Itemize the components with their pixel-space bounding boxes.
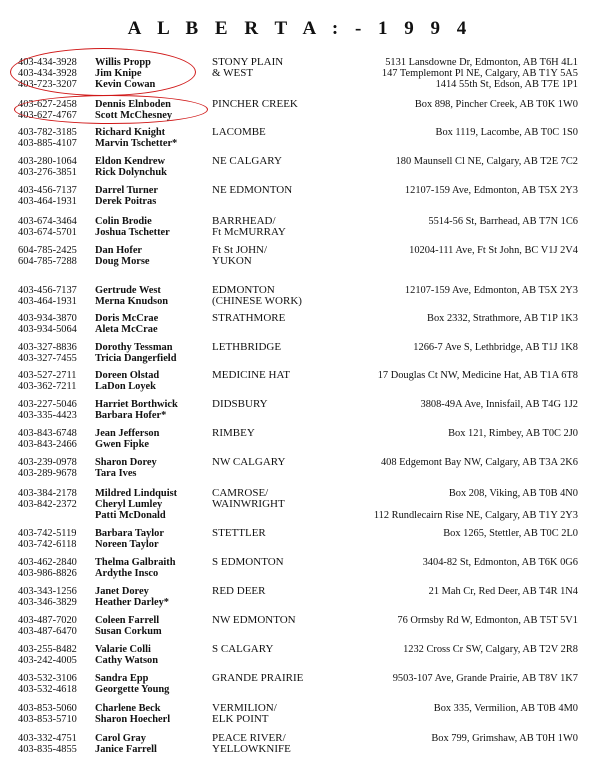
address-line-column — [421, 399, 579, 410]
region-name: & WEST — [212, 67, 254, 79]
phone-number: 604-785-2425 — [18, 245, 77, 256]
address-line: 21 Mah Cr, Red Deer, AB T4R 1N4 — [428, 586, 578, 597]
contact-name: Dan Hofer — [95, 245, 143, 256]
phone-number-column — [18, 428, 77, 450]
region-name-column — [212, 399, 268, 410]
contact-name-column — [95, 644, 158, 666]
address-line: Box 2332, Strathmore, AB T1P 1K3 — [427, 313, 578, 324]
region-name: NW CALGARY — [212, 456, 286, 468]
region-name-column — [212, 342, 281, 353]
phone-number: 403-335-4423 — [18, 410, 77, 421]
contact-name: Janet Dorey — [95, 586, 149, 597]
contact-name-column — [95, 99, 172, 121]
phone-number: 403-227-5046 — [18, 399, 77, 410]
phone-number: 403-462-2840 — [18, 557, 77, 568]
region-name: STETTLER — [212, 527, 266, 539]
contact-name: Heather Darley* — [95, 597, 169, 608]
region-name: YELLOWKNIFE — [212, 743, 291, 755]
address-line: 12107-159 Ave, Edmonton, AB T5X 2Y3 — [404, 285, 578, 296]
phone-number-column — [18, 457, 77, 479]
phone-number: 403-332-4751 — [18, 733, 77, 744]
address-line: 408 Edgemont Bay NW, Calgary, AB T3A 2K6 — [380, 457, 578, 468]
contact-name: Doug Morse — [95, 256, 150, 267]
region-name: NE CALGARY — [212, 155, 282, 167]
region-name: GRANDE PRAIRIE — [212, 672, 304, 684]
address-line: 1266-7 Ave S, Lethbridge, AB T1J 1K8 — [413, 342, 578, 353]
phone-number: 604-785-7288 — [18, 256, 77, 267]
region-name-column — [212, 428, 255, 439]
contact-name-column — [95, 216, 170, 238]
phone-number-column — [18, 557, 77, 579]
contact-name-column — [95, 428, 159, 450]
contact-name: Darrel Turner — [95, 185, 159, 196]
contact-name: Tara Ives — [95, 468, 137, 479]
phone-number: 403-276-3851 — [18, 167, 77, 178]
region-name-column — [212, 185, 292, 196]
address-line: Box 335, Vermilion, AB T0B 4M0 — [433, 703, 578, 714]
phone-number: 403-885-4107 — [18, 138, 77, 149]
address-line — [374, 499, 578, 510]
contact-name: Derek Poitras — [95, 196, 157, 207]
phone-number-column — [18, 615, 77, 637]
region-name-column — [212, 127, 266, 138]
region-name: Ft McMURRAY — [212, 226, 286, 238]
phone-number: 403-532-4618 — [18, 684, 77, 695]
address-line-column — [428, 216, 578, 227]
contact-name-column — [95, 488, 177, 521]
phone-number: 403-532-3106 — [18, 673, 77, 684]
phone-number: 403-464-1931 — [18, 296, 77, 307]
region-name: S EDMONTON — [212, 556, 284, 568]
contact-name: Harriet Borthwick — [95, 399, 178, 410]
phone-number: 403-343-1256 — [18, 586, 77, 597]
contact-name: Tricia Dangerfield — [95, 353, 177, 364]
phone-number: 403-742-6118 — [18, 539, 77, 550]
contact-name-column — [95, 703, 170, 725]
region-name-column — [212, 528, 266, 539]
region-name: EDMONTON — [212, 284, 275, 296]
region-name: PEACE RIVER/ — [212, 732, 286, 744]
address-line-column — [443, 528, 578, 539]
address-line-column — [431, 733, 578, 744]
region-name: WAINWRIGHT — [212, 498, 285, 510]
address-line: Box 1265, Stettler, AB T0C 2L0 — [443, 528, 578, 539]
region-name: RED DEER — [212, 585, 266, 597]
address-line: 1232 Cross Cr SW, Calgary, AB T2V 2R8 — [403, 644, 578, 655]
address-line-column — [423, 557, 578, 568]
contact-name: Barbara Taylor — [95, 528, 164, 539]
region-name: STRATHMORE — [212, 312, 286, 324]
contact-name: Ardythe Insco — [95, 568, 159, 579]
contact-name: Dorothy Tessman — [95, 342, 173, 353]
contact-name-column — [95, 528, 164, 550]
contact-name-column — [95, 457, 157, 479]
contact-name: Marvin Tschetter* — [95, 138, 178, 149]
phone-number: 403-742-5119 — [18, 528, 77, 539]
address-line-column — [427, 313, 578, 324]
contact-name-column — [95, 615, 162, 637]
phone-number: 403-782-3185 — [18, 127, 77, 138]
region-name: STONY PLAIN — [212, 56, 284, 68]
contact-name: Cheryl Lumley — [95, 499, 163, 510]
contact-name-column — [95, 586, 169, 608]
region-name-column — [212, 216, 286, 238]
contact-name: Merna Knudson — [95, 296, 169, 307]
contact-name: Joshua Tschetter — [95, 227, 170, 238]
address-line-column — [413, 342, 578, 353]
phone-number: 403-674-5701 — [18, 227, 77, 238]
region-name: LETHBRIDGE — [212, 341, 282, 353]
phone-number: 403-723-3207 — [18, 79, 77, 90]
contact-name: Valarie Colli — [95, 644, 151, 655]
contact-name-column — [95, 127, 177, 149]
phone-number-column — [18, 245, 77, 267]
contact-name: Mildred Lindquist — [95, 488, 178, 499]
phone-number: 403-674-3464 — [18, 216, 77, 227]
phone-number-column — [18, 399, 77, 421]
contact-name: Patti McDonald — [95, 510, 166, 521]
contact-name: Thelma Galbraith — [95, 557, 176, 568]
phone-number: 403-934-3870 — [18, 313, 77, 324]
address-line-column — [405, 285, 578, 296]
address-line: Box 898, Pincher Creek, AB T0K 1W0 — [414, 99, 578, 110]
phone-number: 403-289-9678 — [18, 468, 77, 479]
contact-name-column — [95, 557, 176, 579]
address-line-column — [434, 703, 578, 714]
region-name-column — [212, 644, 273, 655]
phone-number-column — [18, 703, 77, 725]
region-name: NE EDMONTON — [212, 184, 293, 196]
contact-name-column — [95, 185, 158, 207]
phone-number: 403-384-2178 — [18, 488, 77, 499]
contact-name-column — [95, 57, 155, 90]
address-line-column — [403, 644, 578, 655]
phone-number-column — [18, 488, 77, 510]
phone-number-column — [18, 370, 77, 392]
region-name: YUKON — [212, 255, 252, 267]
contact-name: Eldon Kendrew — [95, 156, 165, 167]
address-line: 3808-49A Ave, Innisfail, AB T4G 1J2 — [420, 399, 578, 410]
region-name: PINCHER CREEK — [212, 98, 298, 110]
region-name-column — [212, 313, 285, 324]
region-name: DIDSBURY — [212, 398, 268, 410]
address-line: Box 799, Grimshaw, AB T0H 1W0 — [431, 733, 578, 744]
contact-name: Rick Dolynchuk — [95, 167, 167, 178]
address-line: 147 Templemont Pl NE, Calgary, AB T1Y 5A5 — [381, 68, 578, 79]
phone-number: 403-853-5060 — [18, 703, 77, 714]
address-line: 9503-107 Ave, Grande Prairie, AB T8V 1K7 — [392, 673, 578, 684]
phone-number-column — [18, 673, 77, 695]
contact-name: Georgette Young — [95, 684, 170, 695]
contact-name: Sandra Epp — [95, 673, 149, 684]
contact-name-column — [95, 733, 157, 755]
phone-number: 403-346-3829 — [18, 597, 77, 608]
contact-name-column — [95, 285, 168, 307]
region-name: ELK POINT — [212, 713, 269, 725]
contact-name: Cathy Watson — [95, 655, 159, 666]
contact-name: Jim Knipe — [95, 68, 142, 79]
contact-name: Coleen Farrell — [95, 615, 160, 626]
address-line-column — [374, 488, 578, 521]
region-name-column — [212, 703, 277, 725]
address-line: 180 Maunsell Cl NE, Calgary, AB T2E 7C2 — [395, 156, 578, 167]
address-line-column — [436, 127, 578, 138]
address-line: Box 1119, Lacombe, AB T0C 1S0 — [435, 127, 578, 138]
contact-name: Noreen Taylor — [95, 539, 159, 550]
address-line-column — [397, 615, 578, 626]
contact-name: Charlene Beck — [95, 703, 161, 714]
region-name-column — [212, 615, 296, 626]
region-name: BARRHEAD/ — [212, 215, 276, 227]
phone-number-column — [18, 57, 77, 90]
phone-number: 403-627-4767 — [18, 110, 77, 121]
phone-number: 403-456-7137 — [18, 285, 77, 296]
region-name-column — [212, 156, 282, 167]
address-line: 76 Ormsby Rd W, Edmonton, AB T5T 5V1 — [397, 615, 578, 626]
contact-name: Barbara Hofer* — [95, 410, 167, 421]
address-line-column — [381, 457, 578, 468]
phone-number: 403-464-1931 — [18, 196, 77, 207]
region-name-column — [212, 673, 303, 684]
contact-name: Gwen Fipke — [95, 439, 149, 450]
contact-name: Dennis Elnboden — [95, 99, 171, 110]
contact-name: Sharon Hoecherl — [95, 714, 171, 725]
region-name-column — [212, 370, 290, 381]
phone-number-column — [18, 733, 77, 755]
contact-name: Janice Farrell — [95, 744, 157, 755]
address-line-column — [396, 156, 578, 167]
contact-name: Susan Corkum — [95, 626, 162, 637]
phone-number-column — [18, 156, 77, 178]
contact-name: Sharon Dorey — [95, 457, 157, 468]
region-name-column — [212, 99, 298, 110]
phone-number: 403-835-4855 — [18, 744, 77, 755]
phone-number: 403-527-2711 — [18, 370, 77, 381]
region-name: VERMILION/ — [212, 702, 277, 714]
phone-number-column — [18, 586, 77, 608]
region-name: Ft St JOHN/ — [212, 244, 268, 256]
phone-number-column — [18, 528, 77, 550]
phone-number-column — [18, 313, 77, 335]
phone-number-column — [18, 99, 77, 121]
region-name: CAMROSE/ — [212, 487, 269, 499]
phone-number: 403-934-5064 — [18, 324, 77, 335]
contact-name-column — [95, 156, 167, 178]
contact-name: LaDon Loyek — [95, 381, 156, 392]
region-name-column — [212, 586, 265, 597]
address-line-column — [448, 428, 578, 439]
contact-name: Richard Knight — [95, 127, 166, 138]
phone-number: 403-362-7211 — [18, 381, 77, 392]
contact-name-column — [95, 370, 159, 392]
phone-number: 403-434-3928 — [18, 68, 77, 79]
region-name-column — [212, 457, 285, 468]
address-line: Box 121, Rimbey, AB T0C 2J0 — [448, 428, 578, 439]
address-line-column — [429, 586, 578, 597]
contact-name: Kevin Cowan — [95, 79, 156, 90]
contact-name-column — [95, 313, 158, 335]
contact-name-column — [95, 673, 169, 695]
region-name-column — [212, 245, 267, 267]
phone-number: 403-280-1064 — [18, 156, 77, 167]
contact-name: Jean Jefferson — [95, 428, 160, 439]
address-line: 17 Douglas Ct NW, Medicine Hat, AB T1A 6T8 — [377, 370, 578, 381]
phone-number: 403-842-2372 — [18, 499, 77, 510]
phone-number: 403-327-8836 — [18, 342, 77, 353]
contact-name-column — [95, 245, 150, 267]
address-line: 3404-82 St, Edmonton, AB T6K 0G6 — [422, 557, 578, 568]
address-line-column — [393, 673, 578, 684]
phone-number: 403-853-5710 — [18, 714, 77, 725]
phone-number-column — [18, 185, 77, 207]
address-line: 112 Rundlecairn Rise NE, Calgary, AB T1Y 2Y3 — [373, 510, 578, 521]
page-title: A L B E R T A : - 1 9 9 4 — [127, 18, 473, 39]
contact-name: Doris McCrae — [95, 313, 159, 324]
phone-number: 403-487-7020 — [18, 615, 77, 626]
phone-number: 403-434-3928 — [18, 57, 77, 68]
region-name-column — [212, 57, 283, 79]
contact-name: Aleta McCrae — [95, 324, 158, 335]
phone-number-column — [18, 644, 77, 666]
region-name: S CALGARY — [212, 643, 274, 655]
address-line: 10204-111 Ave, Ft St John, BC V1J 2V4 — [409, 245, 578, 256]
phone-number-column — [18, 216, 77, 238]
region-name-column — [212, 733, 291, 755]
phone-number: 403-986-8826 — [18, 568, 77, 579]
contact-name: Scott McChesney — [95, 110, 173, 121]
region-name-column — [212, 557, 284, 568]
region-name: RIMBEY — [212, 427, 255, 439]
region-name-column — [212, 285, 302, 307]
contact-name: Doreen Olstad — [95, 370, 160, 381]
phone-number: 403-239-0978 — [18, 457, 77, 468]
address-line-column — [409, 245, 578, 256]
region-name: (CHINESE WORK) — [212, 295, 302, 307]
address-line: 5514-56 St, Barrhead, AB T7N 1C6 — [428, 216, 578, 227]
phone-number-column — [18, 342, 77, 364]
contact-name-column — [95, 399, 178, 421]
region-name: MEDICINE HAT — [212, 369, 290, 381]
region-name-column — [212, 488, 285, 510]
contact-name-column — [95, 342, 176, 364]
contact-name: Colin Brodie — [95, 216, 152, 227]
address-line-column — [378, 370, 578, 381]
contact-name: Willis Propp — [95, 57, 151, 68]
address-line: 1414 55th St, Edson, AB T7E 1P1 — [435, 79, 578, 90]
phone-number-column — [18, 285, 77, 307]
address-line-column — [405, 185, 578, 196]
address-line-column — [382, 57, 578, 90]
region-name: LACOMBE — [212, 126, 266, 138]
address-line-column — [415, 99, 578, 110]
address-line: 5131 Lansdowne Dr, Edmonton, AB T6H 4L1 — [385, 57, 578, 68]
address-line: Box 208, Viking, AB T0B 4N0 — [448, 488, 578, 499]
phone-number: 403-327-7455 — [18, 353, 77, 364]
phone-number: 403-843-6748 — [18, 428, 77, 439]
region-name: NW EDMONTON — [212, 614, 296, 626]
phone-number: 403-456-7137 — [18, 185, 77, 196]
address-line: 12107-159 Ave, Edmonton, AB T5X 2Y3 — [404, 185, 578, 196]
contact-name: Carol Gray — [95, 733, 146, 744]
phone-number-column — [18, 127, 77, 149]
phone-number: 403-627-2458 — [18, 99, 77, 110]
phone-number: 403-255-8482 — [18, 644, 77, 655]
phone-number: 403-843-2466 — [18, 439, 77, 450]
phone-number: 403-487-6470 — [18, 626, 77, 637]
phone-number: 403-242-4005 — [18, 655, 77, 666]
contact-name: Gertrude West — [95, 285, 161, 296]
